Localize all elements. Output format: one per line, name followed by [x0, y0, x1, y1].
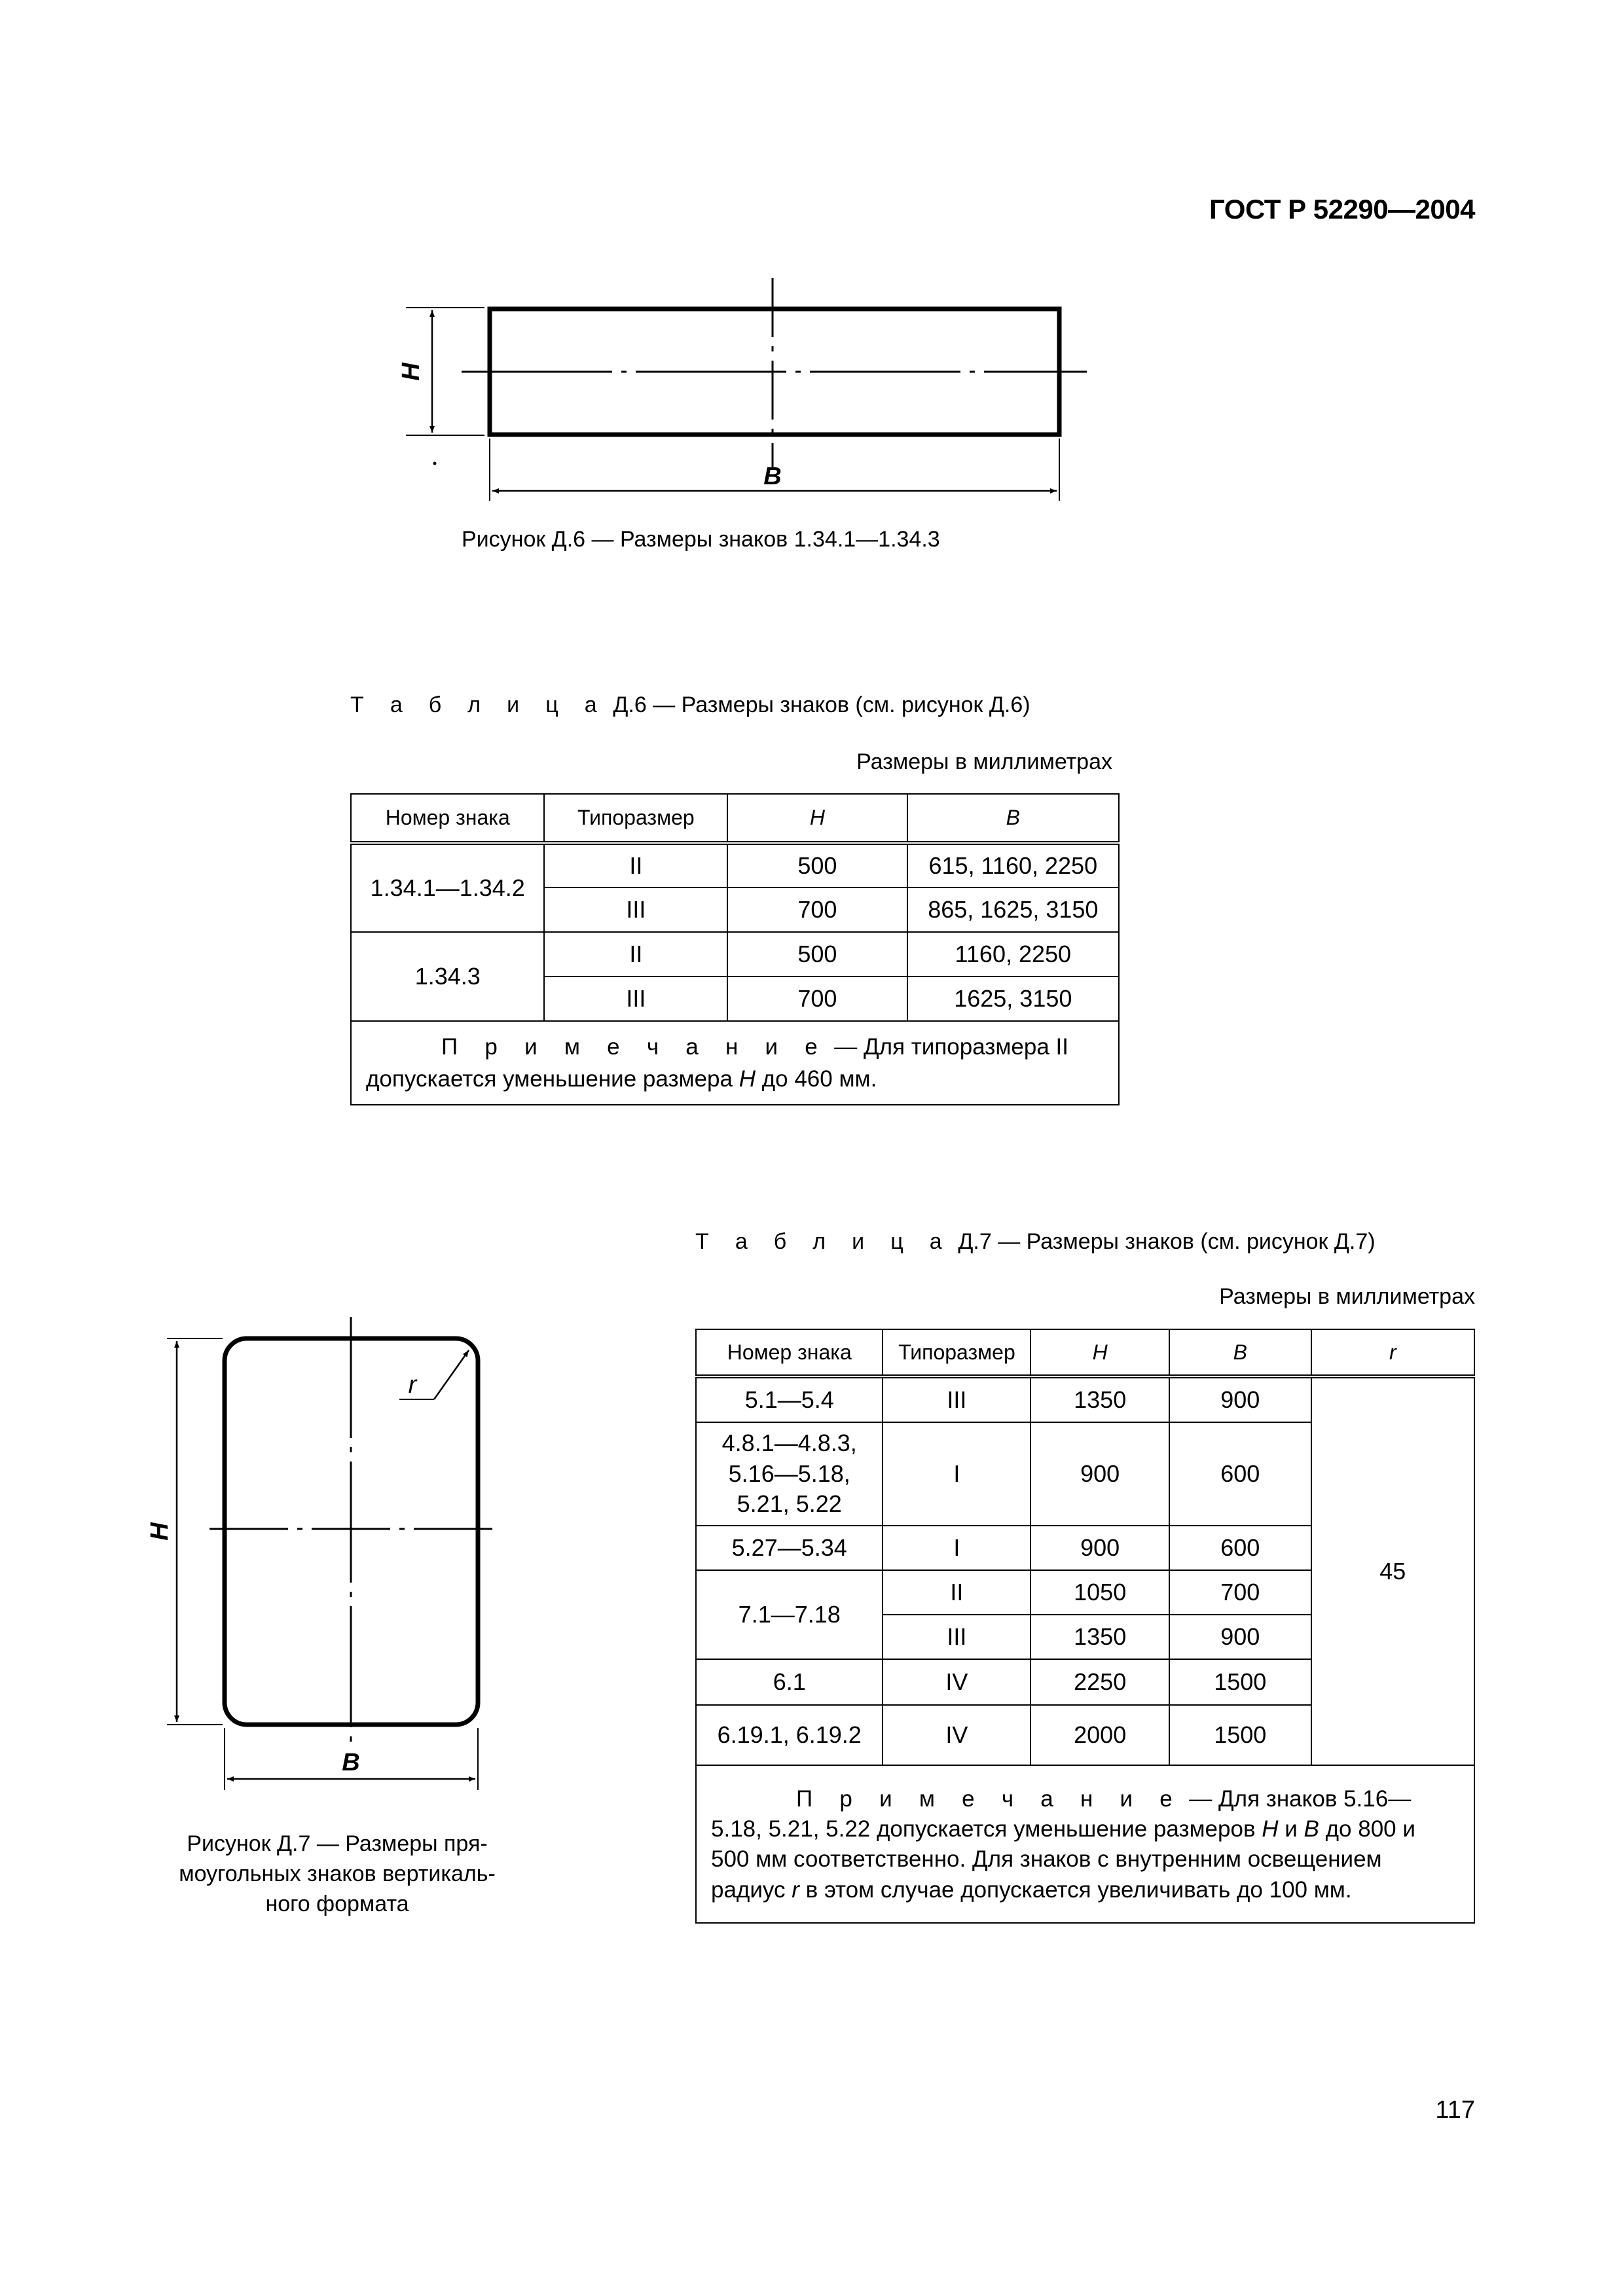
table-d6-units: Размеры в миллиметрах: [856, 749, 1112, 774]
col-header-b: B: [907, 794, 1119, 843]
cell-h: 1050: [1030, 1570, 1169, 1615]
cell-b: 900: [1169, 1615, 1311, 1659]
h-dimension-label: H: [397, 363, 425, 381]
col-header-size-type: Типоразмер: [544, 794, 727, 843]
document-number: ГОСТ Р 52290—2004: [1209, 194, 1475, 224]
cell-b: 700: [1169, 1570, 1311, 1615]
table-row: [351, 932, 1119, 977]
sign-line: 4.8.1—4.8.3,: [721, 1429, 857, 1456]
col-header-sign-number: Номер знака: [351, 794, 544, 843]
cell-h: 700: [727, 888, 907, 932]
cell-size-type: III: [544, 977, 727, 1021]
cell-size-type: IV: [883, 1659, 1030, 1705]
cell-h: 500: [727, 932, 907, 977]
figure-d7-caption: [147, 1829, 527, 1920]
table-d6-title-text: Д.6 — Размеры знаков (см. рисунок Д.6): [606, 692, 1030, 717]
col-header-h: H: [1030, 1329, 1169, 1376]
cell-h: 1350: [1030, 1376, 1169, 1422]
table-d6-note: [351, 1021, 1119, 1105]
cell-size-type: III: [883, 1376, 1030, 1422]
caption-line: ного формата: [265, 1891, 409, 1916]
cell-r: 45: [1311, 1376, 1474, 1765]
cell-sign-number: 5.27—5.34: [696, 1526, 883, 1570]
table-header-row: [696, 1329, 1474, 1376]
table-d7-title-text: Д.7 — Размеры знаков (см. рисунок Д.7): [951, 1229, 1376, 1254]
col-header-sign-number: Номер знака: [696, 1329, 883, 1376]
cell-h: 900: [1030, 1422, 1169, 1526]
col-header-h: H: [727, 794, 907, 843]
table-d7: [695, 1329, 1475, 1924]
cell-sign-number: 5.1—5.4: [696, 1376, 883, 1422]
note-prefix: П р и м е ч а н и е: [441, 1034, 828, 1060]
note-text: — Для типоразмера II допускается уменьшение размера: [366, 1034, 1068, 1092]
cell-sign-number: 7.1—7.18: [696, 1570, 883, 1659]
caption-line: моугольных знаков вертикаль-: [179, 1861, 496, 1886]
sign-line: 5.16—5.18,: [728, 1460, 850, 1487]
cell-sign-number: 1.34.1—1.34.2: [351, 843, 544, 932]
cell-size-type: I: [883, 1422, 1030, 1526]
cell-b: 600: [1169, 1526, 1311, 1570]
table-d7-units: Размеры в миллиметрах: [1219, 1284, 1475, 1309]
cell-b: 1500: [1169, 1705, 1311, 1765]
cell-h: 700: [727, 977, 907, 1021]
col-header-b: B: [1169, 1329, 1311, 1376]
table-d6: [350, 793, 1120, 1105]
note-variable-h: H: [1262, 1816, 1279, 1842]
table-d6-title-prefix: Т а б л и ц а: [350, 692, 607, 717]
table-note-row: [351, 1021, 1119, 1105]
cell-size-type: IV: [883, 1705, 1030, 1765]
figure-d7-drawing: [144, 1309, 524, 1820]
sign-line: 5.21, 5.22: [737, 1490, 842, 1518]
cell-sign-number: 6.19.1, 6.19.2: [696, 1705, 883, 1765]
note-text-cont: до 800 и 500 мм соответственно. Для знаков с внутренним освещением радиус: [711, 1816, 1415, 1903]
cell-size-type: III: [883, 1615, 1030, 1659]
table-row: [696, 1376, 1474, 1422]
cell-size-type: II: [544, 932, 727, 977]
cell-sign-number: [696, 1422, 883, 1526]
figure-d6-caption: Рисунок Д.6 — Размеры знаков 1.34.1—1.34.3: [462, 527, 940, 552]
r-dimension-label: r: [408, 1371, 417, 1399]
table-d7-title: [695, 1229, 1376, 1255]
cell-size-type: II: [883, 1570, 1030, 1615]
cell-h: 1350: [1030, 1615, 1169, 1659]
note-variable-r: r: [792, 1876, 799, 1903]
note-variable: H: [739, 1066, 756, 1092]
table-d7-note: [696, 1765, 1474, 1923]
table-note-row: [696, 1765, 1474, 1923]
caption-line: Рисунок Д.7 — Размеры пря-: [187, 1831, 488, 1856]
cell-sign-number: 6.1: [696, 1659, 883, 1705]
table-d6-title: [350, 692, 1030, 718]
cell-b: 900: [1169, 1376, 1311, 1422]
cell-b: 615, 1160, 2250: [907, 843, 1119, 888]
note-text-end: до 460 мм.: [755, 1066, 877, 1092]
cell-b: 1625, 3150: [907, 977, 1119, 1021]
table-row: [351, 843, 1119, 888]
cell-h: 900: [1030, 1526, 1169, 1570]
stray-dot: [433, 462, 437, 465]
table-header-row: [351, 794, 1119, 843]
cell-size-type: II: [544, 843, 727, 888]
note-text-mid: и: [1278, 1816, 1304, 1842]
cell-size-type: I: [883, 1526, 1030, 1570]
cell-h: 2250: [1030, 1659, 1169, 1705]
cell-b: 1160, 2250: [907, 932, 1119, 977]
b-dimension-label: B: [342, 1749, 360, 1776]
note-text-end: в этом случае допускается увеличивать до 100 мм.: [799, 1876, 1352, 1903]
figure-d6-drawing: [393, 268, 1113, 511]
note-prefix: П р и м е ч а н и е: [796, 1786, 1183, 1812]
cell-b: 865, 1625, 3150: [907, 888, 1119, 932]
page-number: 117: [1435, 2096, 1475, 2124]
cell-h: 2000: [1030, 1705, 1169, 1765]
cell-sign-number: 1.34.3: [351, 932, 544, 1021]
b-dimension-label: B: [763, 463, 782, 490]
col-header-size-type: Типоразмер: [883, 1329, 1030, 1376]
note-text: — Для знаков 5.16—5.18, 5.21, 5.22 допускается уменьшение размеров: [711, 1786, 1412, 1842]
table-d7-title-prefix: Т а б л и ц а: [695, 1229, 952, 1254]
cell-h: 500: [727, 843, 907, 888]
h-dimension-label: H: [146, 1522, 173, 1541]
cell-size-type: III: [544, 888, 727, 932]
note-variable-b: B: [1304, 1816, 1319, 1842]
cell-b: 600: [1169, 1422, 1311, 1526]
col-header-r: r: [1311, 1329, 1474, 1376]
cell-b: 1500: [1169, 1659, 1311, 1705]
r-leader-line: [434, 1350, 469, 1399]
